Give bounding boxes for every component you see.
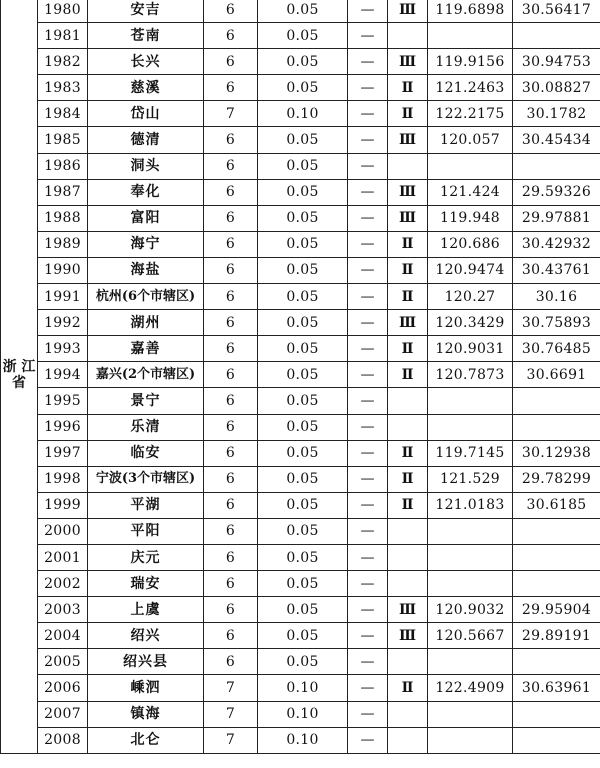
dash-cell: — <box>348 518 388 544</box>
table-row <box>1 466 600 492</box>
intensity-cell: 6 <box>204 49 258 75</box>
acceleration-cell: 0.05 <box>258 623 348 649</box>
longitude-cell: 119.7145 <box>428 440 513 466</box>
latitude-cell <box>513 701 600 727</box>
zone-class-cell <box>388 388 428 414</box>
place-name-cell: 乐清 <box>88 414 204 440</box>
place-name-cell: 瑞安 <box>88 571 204 597</box>
latitude-cell: 30.75893 <box>513 310 600 336</box>
year-cell: 1991 <box>38 284 88 310</box>
table-row <box>1 701 600 727</box>
table-row <box>1 362 600 388</box>
place-name-cell: 洞头 <box>88 153 204 179</box>
intensity-cell: 7 <box>204 101 258 127</box>
latitude-cell: 30.43761 <box>513 257 600 283</box>
dash-cell: — <box>348 440 388 466</box>
longitude-cell: 121.0183 <box>428 492 513 518</box>
acceleration-cell: 0.05 <box>258 597 348 623</box>
longitude-cell: 120.9032 <box>428 597 513 623</box>
acceleration-cell: 0.05 <box>258 388 348 414</box>
zone-class-cell: Ⅲ <box>388 127 428 153</box>
intensity-cell: 6 <box>204 492 258 518</box>
longitude-cell: 120.057 <box>428 127 513 153</box>
longitude-cell: 122.4909 <box>428 675 513 701</box>
dash-cell: — <box>348 492 388 518</box>
year-cell: 2003 <box>38 597 88 623</box>
latitude-cell: 30.56417 <box>513 0 600 23</box>
zone-class-cell <box>388 701 428 727</box>
latitude-cell: 30.42932 <box>513 231 600 257</box>
acceleration-cell: 0.05 <box>258 284 348 310</box>
latitude-cell <box>513 23 600 49</box>
year-cell: 2007 <box>38 701 88 727</box>
zone-class-cell: Ⅱ <box>388 231 428 257</box>
zone-class-cell: Ⅲ <box>388 623 428 649</box>
latitude-cell: 30.6691 <box>513 362 600 388</box>
place-name-cell: 慈溪 <box>88 75 204 101</box>
year-cell: 1983 <box>38 75 88 101</box>
year-cell: 1994 <box>38 362 88 388</box>
intensity-cell: 6 <box>204 649 258 675</box>
acceleration-cell: 0.05 <box>258 336 348 362</box>
intensity-cell: 6 <box>204 231 258 257</box>
latitude-cell: 30.12938 <box>513 440 600 466</box>
place-name-cell: 北仑 <box>88 727 204 753</box>
longitude-cell <box>428 701 513 727</box>
year-cell: 1992 <box>38 310 88 336</box>
table-row <box>1 544 600 570</box>
latitude-cell: 29.97881 <box>513 205 600 231</box>
province-cell: 浙 江 省 <box>1 0 38 753</box>
dash-cell: — <box>348 257 388 283</box>
intensity-cell: 6 <box>204 388 258 414</box>
dash-cell: — <box>348 649 388 675</box>
table-row <box>1 492 600 518</box>
acceleration-cell: 0.10 <box>258 727 348 753</box>
place-name-cell: 奉化 <box>88 179 204 205</box>
latitude-cell <box>513 544 600 570</box>
place-name-cell: 平阳 <box>88 518 204 544</box>
intensity-cell: 6 <box>204 179 258 205</box>
dash-cell: — <box>348 414 388 440</box>
place-name-cell: 德清 <box>88 127 204 153</box>
intensity-cell: 6 <box>204 597 258 623</box>
zone-class-cell: Ⅱ <box>388 492 428 518</box>
zone-class-cell: Ⅲ <box>388 310 428 336</box>
place-name-cell: 绍兴 <box>88 623 204 649</box>
zone-class-cell: Ⅲ <box>388 49 428 75</box>
longitude-cell: 119.9156 <box>428 49 513 75</box>
dash-cell: — <box>348 205 388 231</box>
acceleration-cell: 0.10 <box>258 101 348 127</box>
latitude-cell <box>513 518 600 544</box>
acceleration-cell: 0.05 <box>258 440 348 466</box>
year-cell: 1996 <box>38 414 88 440</box>
dash-cell: — <box>348 571 388 597</box>
longitude-cell: 120.686 <box>428 231 513 257</box>
year-cell: 2008 <box>38 727 88 753</box>
dash-cell: — <box>348 544 388 570</box>
intensity-cell: 6 <box>204 75 258 101</box>
longitude-cell <box>428 571 513 597</box>
latitude-cell: 30.1782 <box>513 101 600 127</box>
table-row <box>1 23 600 49</box>
year-cell: 1988 <box>38 205 88 231</box>
intensity-cell: 6 <box>204 623 258 649</box>
zone-class-cell: Ⅲ <box>388 0 428 23</box>
table-row <box>1 75 600 101</box>
dash-cell: — <box>348 336 388 362</box>
acceleration-cell: 0.05 <box>258 414 348 440</box>
year-cell: 2000 <box>38 518 88 544</box>
acceleration-cell: 0.05 <box>258 257 348 283</box>
dash-cell: — <box>348 466 388 492</box>
zone-class-cell: Ⅱ <box>388 257 428 283</box>
zone-class-cell: Ⅲ <box>388 597 428 623</box>
latitude-cell: 30.08827 <box>513 75 600 101</box>
intensity-cell: 6 <box>204 310 258 336</box>
intensity-cell: 6 <box>204 571 258 597</box>
table-row <box>1 179 600 205</box>
table-row <box>1 518 600 544</box>
acceleration-cell: 0.10 <box>258 701 348 727</box>
dash-cell: — <box>348 127 388 153</box>
zone-class-cell: Ⅱ <box>388 675 428 701</box>
year-cell: 2004 <box>38 623 88 649</box>
latitude-cell <box>513 571 600 597</box>
year-cell: 1989 <box>38 231 88 257</box>
latitude-cell <box>513 153 600 179</box>
place-name-cell: 杭州(6个市辖区) <box>88 284 204 310</box>
longitude-cell: 120.9031 <box>428 336 513 362</box>
year-cell: 2002 <box>38 571 88 597</box>
acceleration-cell: 0.05 <box>258 544 348 570</box>
table-row <box>1 284 600 310</box>
dash-cell: — <box>348 179 388 205</box>
longitude-cell <box>428 388 513 414</box>
table-body <box>1 0 600 753</box>
zone-class-cell <box>388 571 428 597</box>
zone-class-cell <box>388 414 428 440</box>
place-name-cell: 苍南 <box>88 23 204 49</box>
dash-cell: — <box>348 362 388 388</box>
zone-class-cell <box>388 23 428 49</box>
place-name-cell: 海宁 <box>88 231 204 257</box>
year-cell: 1998 <box>38 466 88 492</box>
table-row <box>1 257 600 283</box>
acceleration-cell: 0.05 <box>258 49 348 75</box>
table-row <box>1 414 600 440</box>
latitude-cell <box>513 388 600 414</box>
place-name-cell: 绍兴县 <box>88 649 204 675</box>
dash-cell: — <box>348 623 388 649</box>
zone-class-cell: Ⅱ <box>388 362 428 388</box>
dash-cell: — <box>348 101 388 127</box>
table-row <box>1 571 600 597</box>
zone-class-cell <box>388 727 428 753</box>
table-row <box>1 127 600 153</box>
intensity-cell: 7 <box>204 727 258 753</box>
table-row <box>1 597 600 623</box>
acceleration-cell: 0.05 <box>258 466 348 492</box>
latitude-cell: 29.59326 <box>513 179 600 205</box>
year-cell: 2006 <box>38 675 88 701</box>
latitude-cell <box>513 649 600 675</box>
intensity-cell: 6 <box>204 362 258 388</box>
acceleration-cell: 0.05 <box>258 179 348 205</box>
longitude-cell: 121.424 <box>428 179 513 205</box>
place-name-cell: 安吉 <box>88 0 204 23</box>
longitude-cell <box>428 544 513 570</box>
table-row <box>1 0 600 23</box>
place-name-cell: 嘉兴(2个市辖区) <box>88 362 204 388</box>
year-cell: 1993 <box>38 336 88 362</box>
place-name-cell: 平湖 <box>88 492 204 518</box>
latitude-cell: 30.16 <box>513 284 600 310</box>
intensity-cell: 6 <box>204 440 258 466</box>
acceleration-cell: 0.05 <box>258 310 348 336</box>
place-name-cell: 嵊泗 <box>88 675 204 701</box>
intensity-cell: 6 <box>204 205 258 231</box>
intensity-cell: 6 <box>204 284 258 310</box>
year-cell: 2001 <box>38 544 88 570</box>
zone-class-cell <box>388 518 428 544</box>
table-row <box>1 336 600 362</box>
longitude-cell: 119.948 <box>428 205 513 231</box>
zone-class-cell: Ⅲ <box>388 179 428 205</box>
latitude-cell: 30.63961 <box>513 675 600 701</box>
place-name-cell: 嘉善 <box>88 336 204 362</box>
table-row <box>1 153 600 179</box>
year-cell: 2005 <box>38 649 88 675</box>
intensity-cell: 6 <box>204 257 258 283</box>
place-name-cell: 镇海 <box>88 701 204 727</box>
acceleration-cell: 0.05 <box>258 75 348 101</box>
longitude-cell <box>428 153 513 179</box>
year-cell: 1986 <box>38 153 88 179</box>
place-name-cell: 庆元 <box>88 544 204 570</box>
latitude-cell: 29.78299 <box>513 466 600 492</box>
year-cell: 1985 <box>38 127 88 153</box>
zone-class-cell <box>388 153 428 179</box>
acceleration-cell: 0.05 <box>258 231 348 257</box>
longitude-cell <box>428 23 513 49</box>
place-name-cell: 上虞 <box>88 597 204 623</box>
table-row <box>1 231 600 257</box>
year-cell: 1980 <box>38 0 88 23</box>
table-row <box>1 205 600 231</box>
place-name-cell: 临安 <box>88 440 204 466</box>
intensity-cell: 6 <box>204 414 258 440</box>
year-cell: 1984 <box>38 101 88 127</box>
zone-class-cell: Ⅱ <box>388 101 428 127</box>
latitude-cell: 29.95904 <box>513 597 600 623</box>
dash-cell: — <box>348 75 388 101</box>
table-row <box>1 623 600 649</box>
place-name-cell: 景宁 <box>88 388 204 414</box>
year-cell: 1987 <box>38 179 88 205</box>
longitude-cell: 120.7873 <box>428 362 513 388</box>
longitude-cell: 120.27 <box>428 284 513 310</box>
intensity-cell: 6 <box>204 466 258 492</box>
intensity-cell: 6 <box>204 127 258 153</box>
year-cell: 1999 <box>38 492 88 518</box>
place-name-cell: 宁波(3个市辖区) <box>88 466 204 492</box>
dash-cell: — <box>348 727 388 753</box>
place-name-cell: 海盐 <box>88 257 204 283</box>
year-cell: 1995 <box>38 388 88 414</box>
acceleration-cell: 0.05 <box>258 649 348 675</box>
year-cell: 1997 <box>38 440 88 466</box>
dash-cell: — <box>348 49 388 75</box>
longitude-cell: 120.5667 <box>428 623 513 649</box>
table-row <box>1 388 600 414</box>
place-name-cell: 长兴 <box>88 49 204 75</box>
zone-class-cell <box>388 544 428 570</box>
dash-cell: — <box>348 701 388 727</box>
intensity-cell: 6 <box>204 153 258 179</box>
longitude-cell <box>428 727 513 753</box>
longitude-cell: 122.2175 <box>428 101 513 127</box>
latitude-cell: 30.94753 <box>513 49 600 75</box>
dash-cell: — <box>348 597 388 623</box>
intensity-cell: 6 <box>204 544 258 570</box>
longitude-cell <box>428 414 513 440</box>
table-row <box>1 101 600 127</box>
dash-cell: — <box>348 23 388 49</box>
dash-cell: — <box>348 310 388 336</box>
zone-class-cell: Ⅱ <box>388 284 428 310</box>
table-row <box>1 49 600 75</box>
acceleration-cell: 0.05 <box>258 205 348 231</box>
longitude-cell: 121.529 <box>428 466 513 492</box>
acceleration-cell: 0.05 <box>258 127 348 153</box>
place-name-cell: 岱山 <box>88 101 204 127</box>
acceleration-cell: 0.10 <box>258 675 348 701</box>
zone-class-cell: Ⅱ <box>388 336 428 362</box>
latitude-cell <box>513 414 600 440</box>
zone-class-cell: Ⅱ <box>388 75 428 101</box>
table-row <box>1 675 600 701</box>
longitude-cell <box>428 518 513 544</box>
intensity-cell: 6 <box>204 0 258 23</box>
year-cell: 1982 <box>38 49 88 75</box>
latitude-cell: 30.6185 <box>513 492 600 518</box>
place-name-cell: 湖州 <box>88 310 204 336</box>
dash-cell: — <box>348 284 388 310</box>
longitude-cell: 120.3429 <box>428 310 513 336</box>
dash-cell: — <box>348 153 388 179</box>
acceleration-cell: 0.05 <box>258 0 348 23</box>
dash-cell: — <box>348 0 388 23</box>
intensity-cell: 6 <box>204 23 258 49</box>
intensity-cell: 6 <box>204 336 258 362</box>
intensity-cell: 6 <box>204 518 258 544</box>
zone-class-cell: Ⅱ <box>388 466 428 492</box>
longitude-cell <box>428 649 513 675</box>
intensity-cell: 7 <box>204 701 258 727</box>
zone-class-cell <box>388 649 428 675</box>
zone-class-cell: Ⅲ <box>388 205 428 231</box>
longitude-cell: 119.6898 <box>428 0 513 23</box>
table-row <box>1 310 600 336</box>
place-name-cell: 富阳 <box>88 205 204 231</box>
acceleration-cell: 0.05 <box>258 23 348 49</box>
zone-class-cell: Ⅱ <box>388 440 428 466</box>
acceleration-cell: 0.05 <box>258 362 348 388</box>
dash-cell: — <box>348 675 388 701</box>
latitude-cell <box>513 727 600 753</box>
acceleration-cell: 0.05 <box>258 571 348 597</box>
year-cell: 1990 <box>38 257 88 283</box>
latitude-cell: 29.89191 <box>513 623 600 649</box>
longitude-cell: 121.2463 <box>428 75 513 101</box>
acceleration-cell: 0.05 <box>258 153 348 179</box>
longitude-cell: 120.9474 <box>428 257 513 283</box>
intensity-cell: 7 <box>204 675 258 701</box>
acceleration-cell: 0.05 <box>258 492 348 518</box>
latitude-cell: 30.45434 <box>513 127 600 153</box>
table-row <box>1 727 600 753</box>
acceleration-cell: 0.05 <box>258 518 348 544</box>
dash-cell: — <box>348 388 388 414</box>
table-row <box>1 440 600 466</box>
table-row <box>1 649 600 675</box>
dash-cell: — <box>348 231 388 257</box>
latitude-cell: 30.76485 <box>513 336 600 362</box>
year-cell: 1981 <box>38 23 88 49</box>
